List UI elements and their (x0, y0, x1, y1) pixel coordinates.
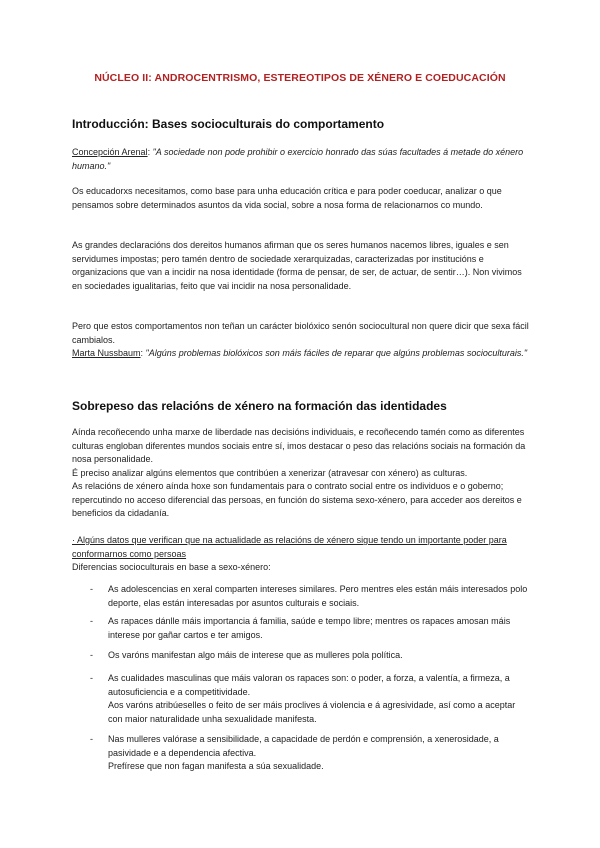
quote-arenal (72, 146, 530, 173)
list-item-text: As adolescencias en xeral comparten intereses similares. Pero mentres eles están máis interesados polo deporte, elas están interesadas por asuntos culturais e sociais. (108, 584, 528, 608)
quote-author-arenal: Concepción Arenal (72, 147, 148, 157)
bullet-dash: - (90, 616, 93, 626)
intro-paragraph-3: Pero que estos comportamentos non teñan un carácter biolóxico senón sociocultural non quere dicir que sexa fácil cambialos. (72, 321, 529, 345)
quote-text-nussbaum: "Algúns problemas biolóxicos son máis fáciles de reparar que algúns problemas socioculturais." (145, 348, 528, 358)
list-item-text: Prefírese que non fagan manifesta a súa sexualidade. (108, 761, 324, 771)
bullet-dash: - (90, 584, 93, 594)
intro-paragraph-1: Os educadorxs necesitamos, como base para unha educación crítica e para poder coeducar, analizar o que pensamos sobre determinados asuntos da vida social, sobre a nosa forma de relacionarnos co mundo. (72, 186, 502, 210)
quote-separator: : (147, 147, 153, 157)
section2-paragraph-3: As relacións de xénero aínda hoxe son fundamentais para o contrato social entre os individuos e o goberno; repercutindo no acceso diferencial das persoas, en función do sistema sexo-xénero, para acceder aos dereitos e beneficios da cidadanía. (72, 481, 522, 518)
list-item-text: Aos varóns atribúeselles o feito de ser máis proclives á violencia e á agresividade, así como a aceptar con maior naturalidade unha sexualidade manifesta. (108, 700, 516, 724)
section2-paragraph-2: É preciso analizar algúns elementos que contribúen a xenerizar (atravesar con xénero) as culturas. (72, 468, 468, 478)
quote-text-arenal: "A sociedade non pode prohibir o exercicio honrado das súas facultades á metade do xénero humano." (72, 147, 524, 171)
intro-paragraph-2: As grandes declaracións dos dereitos humanos afirman que os seres humanos nacemos libres, iguales e sen servidumes impostas; pero tamén dentro de sociedade xerarquizadas, caracterizadas por institucións e organizacions que van a incidir na nosa identidade (forma de pensar, de ser, de actuar, de sentir…). Non vivimos en sociedades igualitarias, feito que vai incidir na nosa personalidade. (72, 240, 522, 291)
bullet-dash: - (90, 650, 93, 660)
quote-nussbaum (72, 347, 530, 361)
bullet-dash: - (90, 734, 93, 744)
bullet-dash: - (90, 673, 93, 683)
list-item-text: As cualidades masculinas que máis valoran os rapaces son: o poder, a forza, a valentía, a firmeza, a autosuficiencia e a competitividade. (108, 673, 510, 697)
intro-heading: Introducción: Bases socioculturais do comportamento (72, 117, 385, 131)
data-intro: · Algúns datos que verifican que na actualidade as relacións de xénero sigue tendo un importante poder para conformarnos como persoas (72, 535, 507, 559)
differences-subheading: Diferencias socioculturais en base a sexo-xénero: (72, 562, 271, 572)
quote-separator: : (140, 348, 146, 358)
section2-heading: Sobrepeso das relacións de xénero na formación das identidades (72, 399, 447, 413)
document-title: NÚCLEO II: ANDROCENTRISMO, ESTEREOTIPOS DE XÉNERO E COEDUCACIÓN (94, 72, 506, 84)
quote-author-nussbaum: Marta Nussbaum (72, 348, 141, 358)
list-item-text: As rapaces dánlle máis importancia á familia, saúde e tempo libre; mentres os rapaces amosan máis interese por gañar cartos e ter amigos. (108, 616, 511, 640)
list-item-text: Nas mulleres valórase a sensibilidade, a capacidade de perdón e comprensión, a xenerosidade, a pasividade e a dependencia afectiva. (108, 734, 499, 758)
section2-paragraph-1: Aínda recoñecendo unha marxe de liberdade nas decisións individuais, e recoñecendo tamén como as diferentes culturas engloban diferentes mundos sociais entre sí, imos destacar o peso das relacións sociais na formación da nosa personalidade. (72, 427, 526, 464)
list-item-text: Os varóns manifestan algo máis de interese que as mulleres pola política. (108, 650, 403, 660)
